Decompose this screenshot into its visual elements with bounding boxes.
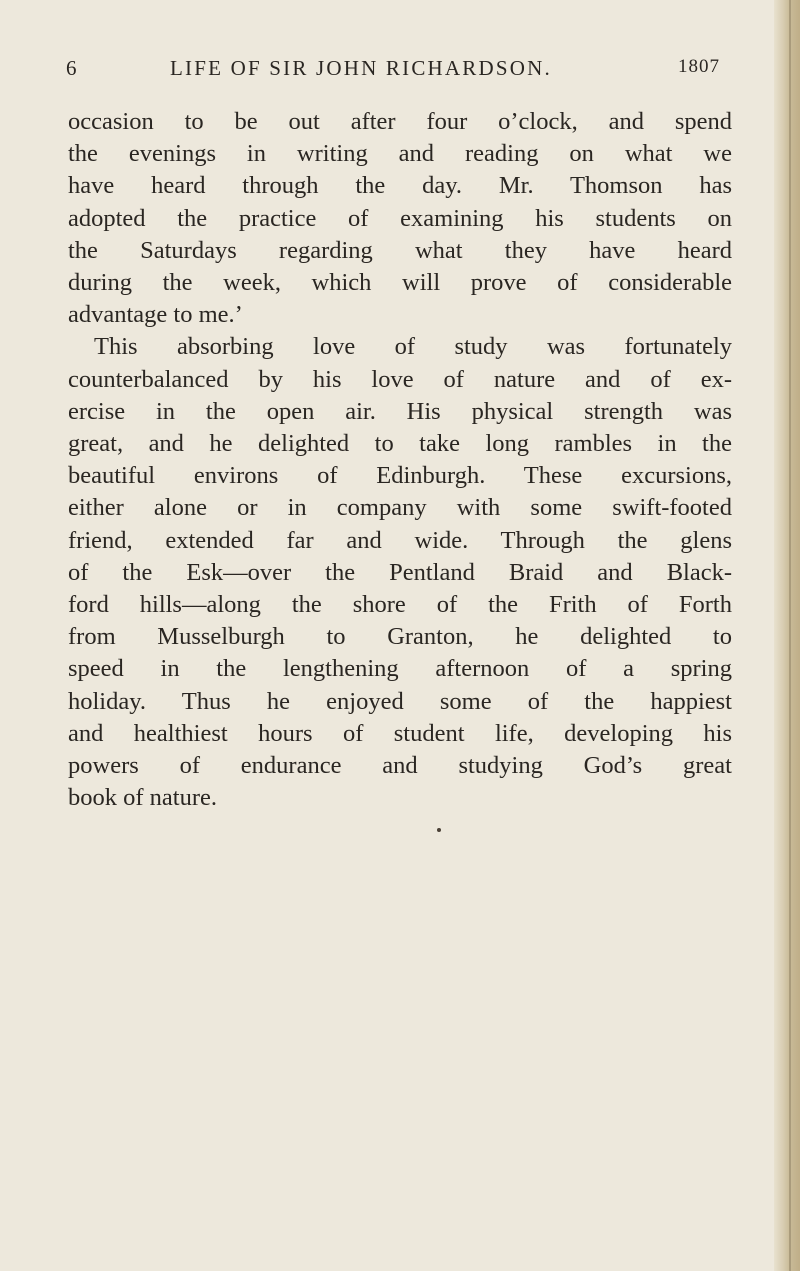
text-line: ercise in the open air. His physical strength was [68, 397, 732, 425]
page-number: 6 [66, 56, 78, 80]
text-line: and healthiest hours of student life, developing his [68, 719, 732, 747]
text-line: This absorbing love of study was fortunately [94, 333, 732, 361]
text-line: either alone or in company with some swift-footed [68, 494, 732, 522]
running-year: 1807 [678, 56, 720, 77]
text-line: powers of endurance and studying God’s great [68, 752, 732, 780]
text-line: beautiful environs of Edinburgh. These excursions, [68, 462, 732, 490]
running-title: LIFE OF SIR JOHN RICHARDSON. [170, 56, 552, 80]
running-head [66, 56, 720, 86]
text-line: adopted the practice of examining his students on [68, 204, 732, 232]
text-line: friend, extended far and wide. Through the glens [68, 526, 732, 554]
text-line: counterbalanced by his love of nature and of ex- [68, 365, 732, 393]
ink-speck [437, 828, 441, 832]
text-line: from Musselburgh to Granton, he delighted to [68, 623, 732, 651]
text-line: holiday. Thus he enjoyed some of the happiest [68, 687, 732, 715]
text-line: the Saturdays regarding what they have heard [68, 236, 732, 264]
text-line: have heard through the day. Mr. Thomson has [68, 172, 732, 200]
body-text [68, 106, 732, 814]
page-gutter-line [789, 0, 791, 1271]
page-binding-edge [774, 0, 800, 1271]
text-line: ford hills—along the shore of the Frith of Forth [68, 591, 732, 619]
text-line: during the week, which will prove of considerable [68, 269, 732, 297]
text-line: book of nature. [68, 784, 217, 812]
text-line: the evenings in writing and reading on what we [68, 140, 732, 168]
text-line: of the Esk—over the Pentland Braid and Black- [68, 558, 732, 586]
text-line: advantage to me.’ [68, 301, 243, 329]
text-line: occasion to be out after four o’clock, and spend [68, 108, 732, 135]
text-line: speed in the lengthening afternoon of a spring [68, 655, 732, 683]
text-line: great, and he delighted to take long rambles in the [68, 430, 732, 458]
